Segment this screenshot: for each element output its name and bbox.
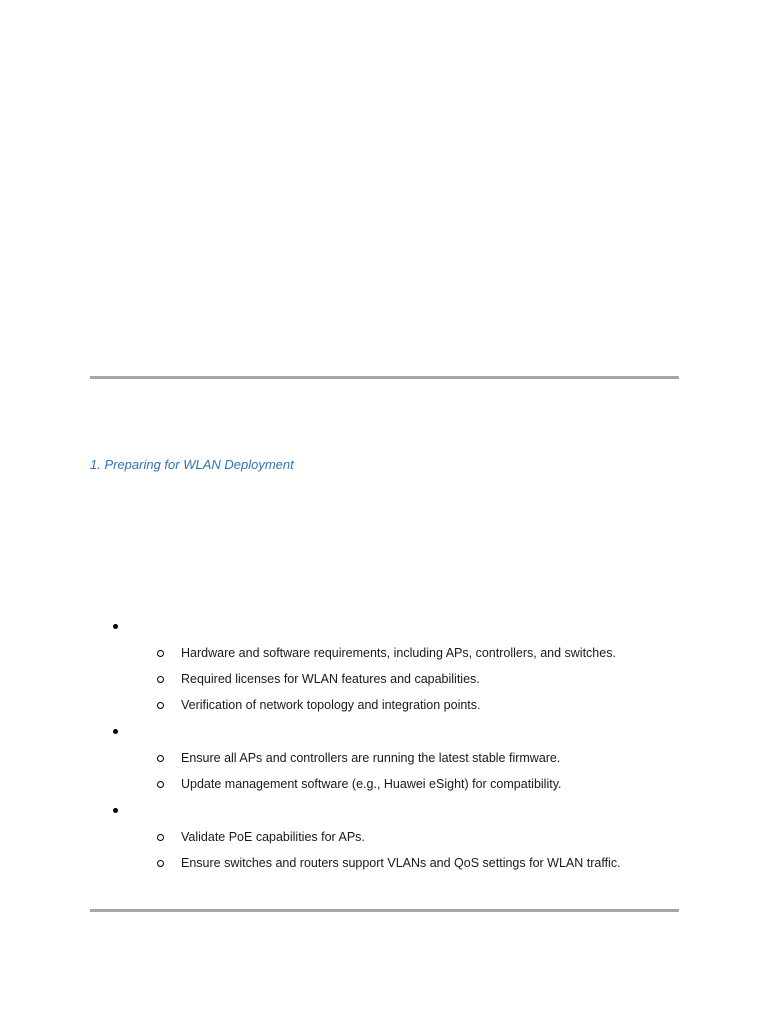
horizontal-rule-bottom bbox=[90, 909, 679, 912]
list-item: Required licenses for WLAN features and capabilities. bbox=[157, 670, 697, 688]
hollow-bullet-icon bbox=[157, 860, 164, 867]
list-item: Update management software (e.g., Huawei eSight) for compatibility. bbox=[157, 775, 697, 793]
list-item: Ensure switches and routers support VLANs and QoS settings for WLAN traffic. bbox=[157, 854, 697, 872]
list-item: Validate PoE capabilities for APs. bbox=[157, 828, 697, 846]
section-heading: 1. Preparing for WLAN Deployment bbox=[90, 457, 294, 472]
list-item: Ensure all APs and controllers are running the latest stable firmware. bbox=[157, 749, 697, 767]
list-item: Hardware and software requirements, including APs, controllers, and switches. bbox=[157, 644, 697, 662]
horizontal-rule-top bbox=[90, 376, 679, 379]
bullet-icon bbox=[113, 624, 121, 632]
bullet-icon bbox=[113, 808, 121, 816]
hollow-bullet-icon bbox=[157, 702, 164, 709]
hollow-bullet-icon bbox=[157, 781, 164, 788]
list-item: Verification of network topology and integration points. bbox=[157, 696, 697, 714]
hollow-bullet-icon bbox=[157, 676, 164, 683]
hollow-bullet-icon bbox=[157, 650, 164, 657]
hollow-bullet-icon bbox=[157, 834, 164, 841]
bullet-icon bbox=[113, 729, 121, 737]
hollow-bullet-icon bbox=[157, 755, 164, 762]
